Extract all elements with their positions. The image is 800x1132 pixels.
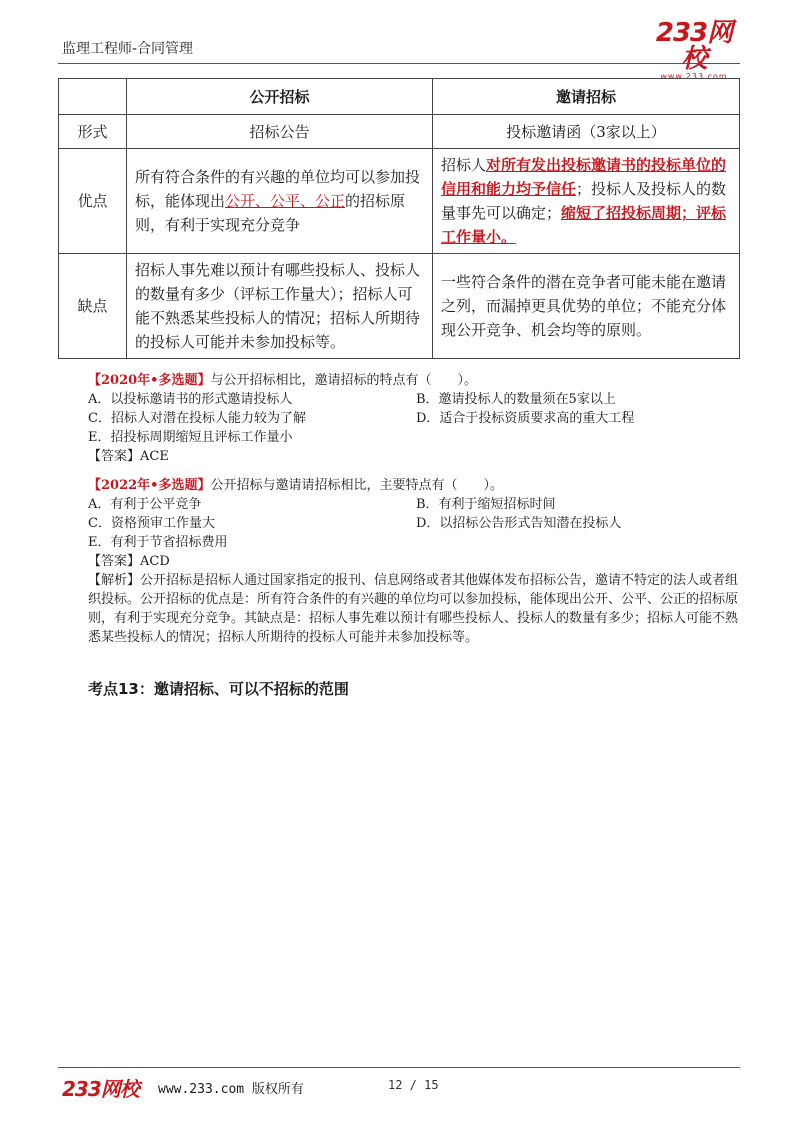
- option-row: [88, 495, 738, 514]
- footer-copyright: 版权所有: [251, 1082, 304, 1097]
- header-divider: [58, 63, 740, 64]
- cell-public-disadvantages: 招标人事先难以预计有哪些投标人、投标人的数量有多少（评标工作量大）；招标人可能不熟悉某些投标人的情况；招标人所期待的投标人可能并未参加投标等。: [127, 254, 433, 359]
- question-stem: [88, 371, 738, 390]
- option-e: E．有利于节省招标费用: [88, 535, 228, 550]
- page-number: 12 / 15: [388, 1078, 439, 1092]
- option-c: C．资格预审工作量大: [88, 516, 215, 531]
- question-2: [88, 476, 738, 571]
- table-row-disadvantages: [59, 254, 740, 359]
- option-e: E．招投标周期缩短且评标工作量小: [88, 430, 293, 445]
- option-c: C．招标人对潜在投标人能力较为了解: [88, 411, 306, 426]
- logo-wordmark: 233网校: [655, 18, 733, 74]
- cell-public-form: 招标公告: [127, 115, 433, 149]
- answer-line: 【答案】ACD: [88, 554, 170, 569]
- cell-invite-form: 投标邀请函（3家以上）: [433, 115, 740, 149]
- header-cell-empty: [59, 79, 127, 115]
- highlight-text: 缩短了招投标周期；评标工作量小。: [441, 204, 727, 246]
- option-b: B．有利于缩短招标时间: [416, 497, 556, 512]
- option-row: [88, 514, 738, 533]
- comparison-table: [58, 78, 740, 359]
- footer-url: www.233.com: [158, 1082, 245, 1097]
- question-text: 与公开招标相比，邀请招标的特点有（ ）。: [210, 373, 478, 388]
- table-row-advantages: [59, 149, 740, 254]
- answer-line: 【答案】ACE: [88, 449, 169, 464]
- option-b: B．邀请投标人的数量须在5家以上: [416, 392, 616, 407]
- document-title: 监理工程师-合同管理: [62, 41, 194, 57]
- option-row: [88, 390, 738, 409]
- text-segment: 所有符合条件的有兴趣的单位均可以参加投标，能体现出: [135, 168, 421, 210]
- section-heading: 考点13：邀请招标、可以不招标的范围: [88, 680, 349, 698]
- question-stem: [88, 476, 738, 495]
- option-row: [88, 409, 738, 428]
- footer-logo: 233网校: [62, 1077, 139, 1101]
- footer-site: [158, 1078, 304, 1097]
- brand-logo: [648, 20, 740, 81]
- logo-url: www.233.com: [660, 72, 728, 81]
- row-label-form: 形式: [59, 115, 127, 149]
- text-segment: ；投标人及投标人的数量事先可以确定；: [441, 180, 727, 222]
- footer-divider: [58, 1067, 740, 1068]
- table-header-row: [59, 79, 740, 115]
- analysis-paragraph: 【解析】公开招标是招标人通过国家指定的报刊、信息网络或者其他媒体发布招标公告，邀请不特定的法人或者组织投标。公开招标的优点是：所有符合条件的有兴趣的单位均可以参加投标，能体现出公开、公平、公正的招标原则，有利于实现充分竞争。其缺点是：招标人事先难以预计有哪些投标人、投标人的数量有多少；招标人可能不熟悉某些投标人的情况；招标人所期待的投标人可能并未参加投标等。: [88, 573, 739, 645]
- highlight-text: 对所有发出投标邀请书的投标单位的信用和能力均予信任: [441, 156, 727, 198]
- highlight-text: 公开、公平、公正: [225, 192, 346, 210]
- option-a: A．有利于公平竞争: [88, 497, 202, 512]
- table-row-form: [59, 115, 740, 149]
- row-label-disadvantages: 缺点: [59, 254, 127, 359]
- header-cell-invite: 邀请招标: [433, 79, 740, 115]
- cell-invite-disadvantages: 一些符合条件的潜在竞争者可能未能在邀请之列，而漏掉更具优势的单位；不能充分体现公开竞争、机会均等的原则。: [433, 254, 740, 359]
- question-tag: 【2022年•多选题】: [88, 478, 211, 493]
- cell-invite-advantages: [433, 149, 740, 254]
- header-cell-public: 公开招标: [127, 79, 433, 115]
- cell-public-advantages: [127, 149, 433, 254]
- text-segment: 招标人: [441, 156, 487, 174]
- question-1: [88, 371, 738, 466]
- row-label-advantages: 优点: [59, 149, 127, 254]
- option-d: D．适合于投标资质要求高的重大工程: [416, 411, 635, 426]
- question-text: 公开招标与邀请请招标相比，主要特点有（ ）。: [210, 478, 504, 493]
- question-tag: 【2020年•多选题】: [88, 373, 211, 388]
- text-segment: 的招标原则，有利于实现充分竞争: [135, 192, 406, 234]
- option-d: D．以招标公告形式告知潜在投标人: [416, 516, 622, 531]
- option-a: A．以投标邀请书的形式邀请投标人: [88, 392, 293, 407]
